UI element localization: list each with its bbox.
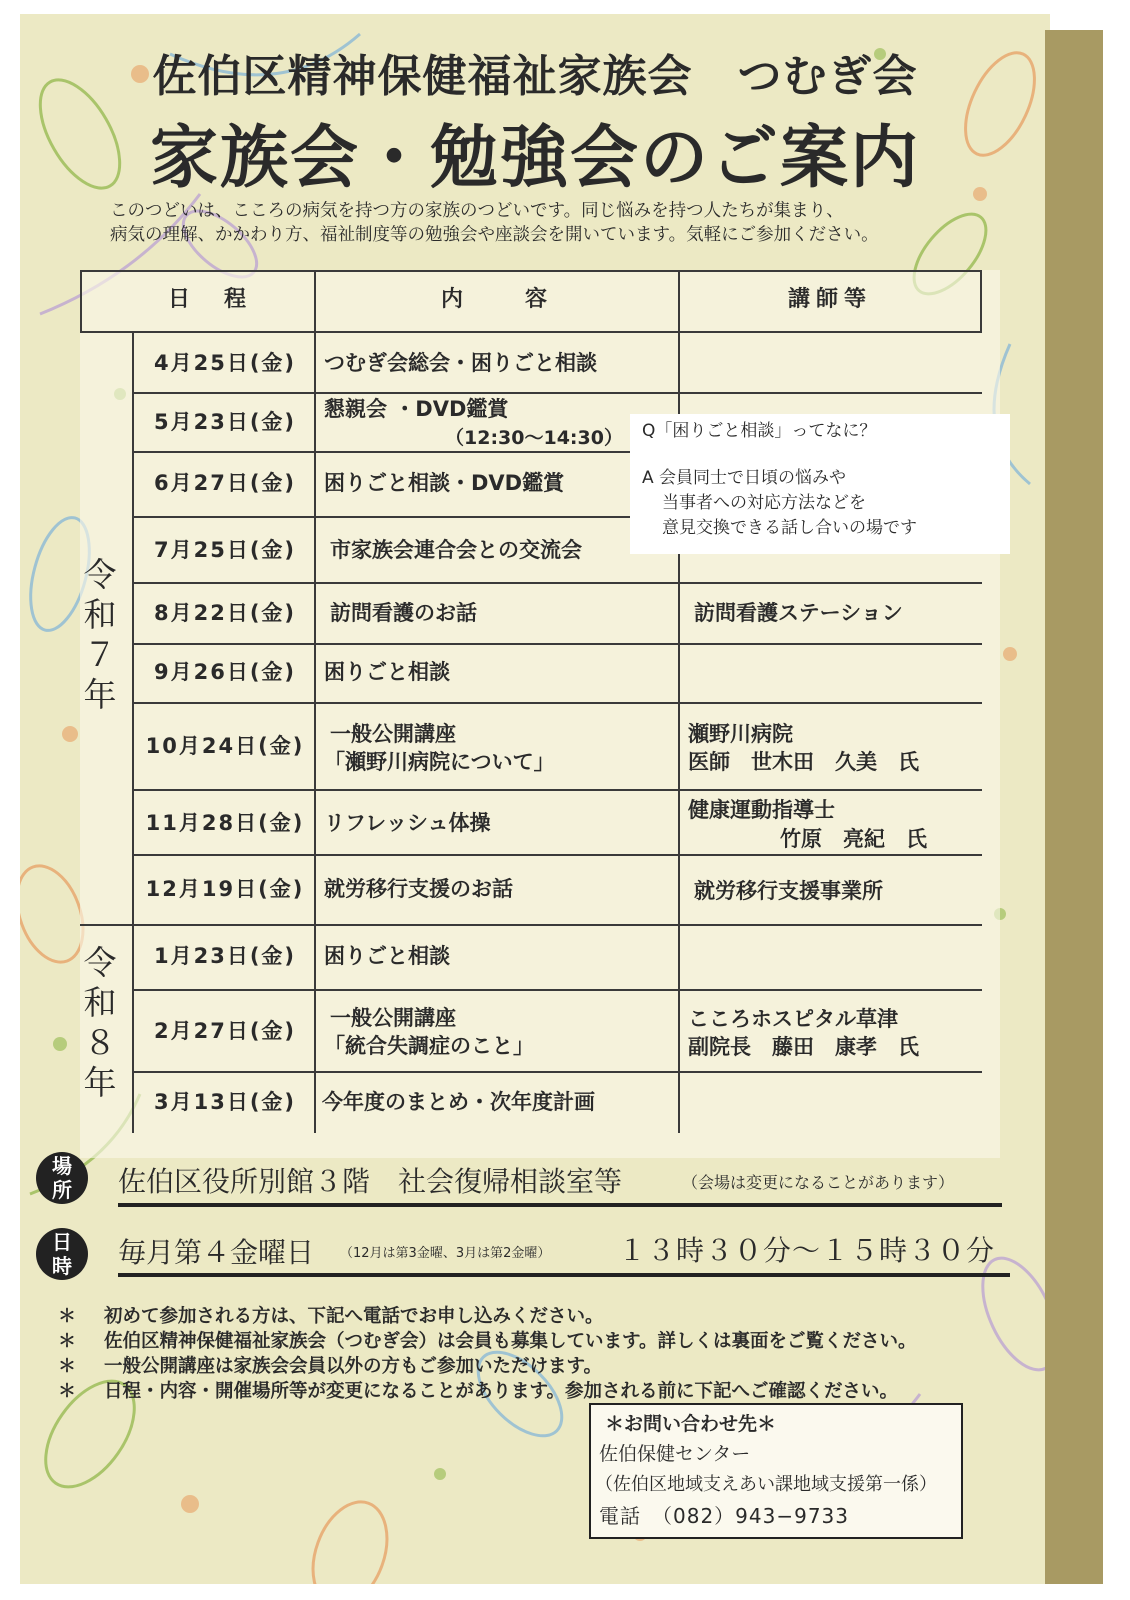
venue-note: （会場は変更になることがあります） bbox=[682, 1173, 955, 1192]
note-mark: ＊ bbox=[58, 1306, 76, 1327]
row-content: 懇親会 ・DVD鑑賞 bbox=[324, 397, 509, 421]
row-content: 今年度のまとめ・次年度計画 bbox=[322, 1090, 595, 1114]
contact-dept: （佐伯区地域支えあい課地域支援第一係） bbox=[595, 1474, 937, 1495]
row-date: 1月23日(金) bbox=[153, 944, 297, 968]
page-title: 家族会・勉強会のご案内 bbox=[149, 119, 920, 198]
venue-text: 佐伯区役所別館３階 社会復帰相談室等 bbox=[118, 1165, 623, 1198]
row-date: 5月23日(金) bbox=[153, 410, 297, 434]
schedule-time: １３時３０分～１５時３０分 bbox=[618, 1234, 996, 1267]
table-left-border bbox=[80, 270, 82, 332]
contact-title: ＊お問い合わせ先＊ bbox=[605, 1413, 777, 1435]
row-date: 3月13日(金) bbox=[153, 1090, 297, 1114]
row-divider bbox=[132, 789, 982, 791]
schedule-text: 毎月第４金曜日 bbox=[118, 1236, 315, 1269]
row-content: リフレッシュ体操 bbox=[324, 811, 491, 835]
header-lecturer: 講師等 bbox=[787, 287, 872, 312]
row-date: 6月27日(金) bbox=[153, 471, 297, 495]
contact-name: 佐伯保健センター bbox=[599, 1443, 751, 1465]
schedule-badge-char-2: 時 bbox=[52, 1254, 72, 1278]
contact-box bbox=[589, 1403, 963, 1539]
row-divider bbox=[132, 392, 982, 394]
row-lecturer: 訪問看護ステーション bbox=[694, 601, 903, 625]
venue-badge bbox=[36, 1152, 88, 1204]
qa-answer-line-1: A 会員同士で日頃の悩みや bbox=[642, 468, 847, 488]
row-date: 12月19日(金) bbox=[145, 877, 305, 901]
era-divider bbox=[80, 924, 982, 926]
venue-underline bbox=[118, 1203, 1002, 1207]
row-divider bbox=[132, 1071, 982, 1073]
schedule-badge bbox=[36, 1228, 88, 1280]
row-lecturer-sub: 副院長 藤田 康孝 氏 bbox=[688, 1035, 919, 1059]
row-divider bbox=[132, 989, 982, 991]
qa-callout bbox=[630, 414, 1010, 554]
side-stripe bbox=[1045, 30, 1103, 1584]
row-lecturer-sub: 医師 世木田 久美 氏 bbox=[688, 750, 919, 774]
row-content: 市家族会連合会との交流会 bbox=[330, 538, 582, 562]
schedule-underline bbox=[118, 1273, 1010, 1277]
row-content: 困りごと相談・DVD鑑賞 bbox=[324, 471, 565, 495]
row-date: 2月27日(金) bbox=[153, 1019, 297, 1043]
table-top-border bbox=[80, 270, 982, 272]
row-content: 一般公開講座 bbox=[330, 1006, 456, 1030]
row-content: 一般公開講座 bbox=[330, 722, 456, 746]
note-mark: ＊ bbox=[58, 1356, 76, 1377]
row-content-sub: 「統合失調症のこと」 bbox=[324, 1034, 534, 1058]
header-date: 日 程 bbox=[167, 287, 252, 312]
note-text: 初めて参加される方は、下記へ電話でお申し込みください。 bbox=[104, 1306, 604, 1327]
row-date: 8月22日(金) bbox=[153, 601, 297, 625]
row-content: 訪問看護のお話 bbox=[330, 601, 477, 625]
qa-question: Q「困りごと相談」ってなに？ bbox=[642, 421, 877, 441]
note-text: 日程・内容・開催場所等が変更になることがあります。参加される前に下記へご確認ください。 bbox=[104, 1381, 899, 1402]
row-divider bbox=[132, 702, 982, 704]
row-divider bbox=[132, 643, 982, 645]
schedule-note: （12月は第3金曜、3月は第2金曜） bbox=[340, 1246, 551, 1261]
table-right-border bbox=[980, 270, 982, 332]
row-lecturer: こころホスピタル草津 bbox=[688, 1007, 898, 1031]
org-title: 佐伯区精神保健福祉家族会 つむぎ会 bbox=[152, 51, 918, 102]
row-date: 4月25日(金) bbox=[153, 351, 297, 375]
note-mark: ＊ bbox=[58, 1381, 76, 1402]
row-lecturer: 健康運動指導士 bbox=[688, 798, 835, 822]
row-lecturer-sub: 竹原 亮紀 氏 bbox=[780, 827, 927, 851]
note-text: 一般公開講座は家族会会員以外の方もご参加いただけます。 bbox=[104, 1356, 603, 1377]
row-date: 9月26日(金) bbox=[153, 660, 297, 684]
schedule-badge-char-1: 日 bbox=[52, 1230, 72, 1254]
row-date: 10月24日(金) bbox=[145, 734, 305, 758]
venue-badge-char-2: 所 bbox=[52, 1178, 72, 1202]
row-content: 就労移行支援のお話 bbox=[324, 877, 513, 901]
row-content: 困りごと相談 bbox=[324, 660, 450, 684]
venue-badge-char-1: 場 bbox=[52, 1154, 72, 1178]
row-divider bbox=[132, 582, 982, 584]
row-lecturer: 就労移行支援事業所 bbox=[694, 879, 883, 903]
era-label-reiwa7: 令和７年 bbox=[83, 555, 117, 714]
qa-answer-line-3: 意見交換できる話し合いの場です bbox=[662, 518, 917, 538]
intro-text-line-1: このつどいは、こころの病気を持つ方の家族のつどいです。同じ悩みを持つ人たちが集まり、 bbox=[110, 201, 844, 221]
row-date: 11月28日(金) bbox=[145, 811, 305, 835]
row-content-sub: 「瀬野川病院について」 bbox=[324, 750, 555, 774]
table-header-divider bbox=[80, 331, 982, 333]
row-lecturer: 瀬野川病院 bbox=[688, 722, 793, 746]
note-mark: ＊ bbox=[58, 1331, 76, 1352]
era-label-reiwa8: 令和８年 bbox=[83, 943, 117, 1102]
contact-phone[interactable]: 電話 （082）943−9733 bbox=[599, 1504, 850, 1528]
qa-answer-line-2: 当事者への対応方法などを bbox=[662, 493, 866, 513]
row-divider bbox=[132, 854, 982, 856]
header-content: 内 容 bbox=[440, 287, 553, 312]
intro-text-line-2: 病気の理解、かかわり方、福祉制度等の勉強会や座談会を開いています。気軽にご参加ください。 bbox=[110, 225, 879, 245]
row-content: 困りごと相談 bbox=[324, 944, 450, 968]
note-text: 佐伯区精神保健福祉家族会（つむぎ会）は会員も募集しています。詳しくは裏面をご覧ください。 bbox=[104, 1331, 917, 1352]
row-date: 7月25日(金) bbox=[153, 538, 297, 562]
row-content-sub: （12:30〜14:30） bbox=[445, 427, 623, 449]
row-content: つむぎ会総会・困りごと相談 bbox=[324, 351, 597, 375]
